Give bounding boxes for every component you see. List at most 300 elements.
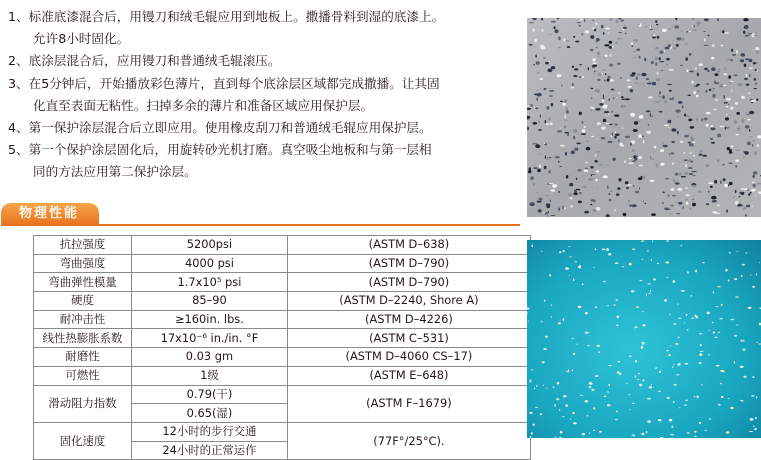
flake-speck <box>571 86 574 88</box>
flake-speck <box>677 131 679 135</box>
flake-speck <box>712 200 717 203</box>
flake-speck <box>588 345 590 346</box>
flake-speck <box>529 167 531 171</box>
property-label: 耐磨性 <box>34 348 132 367</box>
flake-speck <box>558 37 560 41</box>
flake-speck <box>588 67 589 70</box>
flake-speck <box>537 169 541 173</box>
flake-speck <box>598 73 602 76</box>
flake-speck <box>647 398 651 400</box>
table-row-cure-walk <box>34 422 531 441</box>
flake-speck <box>615 124 618 126</box>
property-standard: (ASTM C–531) <box>287 329 530 348</box>
flake-speck <box>733 74 737 76</box>
flake-speck <box>741 275 743 277</box>
flake-speck <box>573 75 577 77</box>
flake-speck <box>536 61 540 64</box>
flake-speck <box>666 277 668 278</box>
flake-speck <box>695 270 697 273</box>
property-standard: (ASTM D–2240, Shore A) <box>287 292 530 311</box>
flake-speck <box>547 157 549 160</box>
flake-speck <box>531 432 533 435</box>
flake-speck <box>558 208 560 211</box>
flake-speck <box>563 39 565 42</box>
flake-speck <box>639 187 640 189</box>
flake-speck <box>617 63 621 65</box>
property-value: 85–90 <box>132 292 288 311</box>
property-label: 抗拉强度 <box>34 236 132 255</box>
flake-speck <box>606 248 609 251</box>
flake-speck <box>681 176 686 177</box>
flake-speck <box>746 84 750 86</box>
flake-speck <box>689 207 691 210</box>
flake-speck <box>566 175 569 178</box>
flake-speck <box>734 335 737 337</box>
flake-speck <box>535 144 540 148</box>
table-row <box>34 329 531 348</box>
flake-speck <box>579 112 582 116</box>
flake-speck <box>590 204 592 206</box>
flake-speck <box>755 32 758 33</box>
flake-speck <box>682 106 684 109</box>
flake-speck <box>659 57 661 60</box>
flake-speck <box>537 90 539 91</box>
flake-speck <box>751 395 754 396</box>
flake-speck <box>544 300 546 302</box>
flake-speck <box>684 44 688 45</box>
flake-speck <box>675 173 678 176</box>
flake-speck <box>706 112 711 114</box>
flake-speck <box>692 203 696 207</box>
flake-speck <box>636 49 640 51</box>
flake-speck <box>537 201 542 203</box>
property-value: 5200psi <box>132 236 288 255</box>
flake-speck <box>669 99 674 100</box>
flake-speck <box>753 140 755 141</box>
flake-speck <box>552 184 557 188</box>
flake-speck <box>651 25 652 28</box>
flake-speck <box>649 386 653 388</box>
flake-speck <box>743 157 746 158</box>
flake-speck <box>602 73 603 75</box>
flake-speck <box>626 187 629 189</box>
flake-speck <box>677 188 682 191</box>
flake-speck <box>655 47 659 49</box>
flake-speck <box>603 105 607 107</box>
section-title-physical-properties: 物理性能 <box>1 203 99 225</box>
flake-speck <box>555 156 560 158</box>
table-row <box>34 348 531 367</box>
flake-speck <box>730 407 734 409</box>
flake-speck <box>746 205 750 207</box>
flake-speck <box>582 433 585 435</box>
flake-speck <box>596 47 597 48</box>
flake-speck <box>634 83 639 84</box>
flake-speck <box>605 115 606 116</box>
flake-speck <box>530 436 531 438</box>
flake-speck <box>596 139 598 140</box>
flake-speck <box>615 131 617 133</box>
flake-speck <box>577 22 581 23</box>
flake-speck <box>568 369 569 371</box>
flake-speck <box>618 361 621 362</box>
flake-speck <box>718 404 721 406</box>
flake-speck <box>655 62 657 66</box>
step-4-line-1: 4、第一保护涂层混合后立即应用。使用橡皮刮刀和普通绒毛辊应用保护层。 <box>8 117 523 139</box>
slip-resistance-standard: (ASTM F–1679) <box>287 385 530 422</box>
flake-speck <box>680 65 683 67</box>
installation-steps <box>8 6 523 184</box>
flake-speck <box>649 293 651 294</box>
flake-speck <box>720 126 725 127</box>
flake-speck <box>712 91 715 92</box>
flake-speck <box>728 184 729 186</box>
flake-speck <box>597 151 600 153</box>
flake-speck <box>659 371 661 373</box>
flake-speck <box>548 61 550 62</box>
flake-speck <box>576 189 581 191</box>
flake-speck <box>574 148 576 151</box>
flake-speck <box>543 385 544 386</box>
flake-speck <box>590 35 594 39</box>
flake-speck <box>642 176 645 179</box>
flake-speck <box>609 18 613 21</box>
flake-speck <box>691 295 693 296</box>
flake-speck <box>604 44 609 46</box>
flake-speck <box>538 121 540 124</box>
flake-speck <box>537 72 540 74</box>
flake-speck <box>581 33 583 35</box>
flake-speck <box>575 344 578 345</box>
flake-speck <box>744 25 748 28</box>
flake-speck <box>748 92 751 94</box>
flake-speck <box>590 166 594 169</box>
flake-speck <box>742 264 745 266</box>
property-standard: (ASTM D–4060 CS–17) <box>287 348 530 367</box>
flake-speck <box>757 342 758 343</box>
flake-speck <box>708 35 710 37</box>
flake-speck <box>605 165 609 166</box>
flake-speck <box>729 126 730 127</box>
flake-speck <box>609 199 612 201</box>
flake-speck <box>598 352 600 353</box>
flake-speck <box>529 412 532 414</box>
flake-speck <box>748 194 750 196</box>
flake-speck <box>529 44 533 46</box>
flake-speck <box>579 25 581 27</box>
flake-speck <box>734 278 737 280</box>
flake-speck <box>615 263 619 264</box>
property-value: 17x10⁻⁶ in./in. °F <box>132 329 288 348</box>
flake-speck <box>744 64 747 67</box>
flake-speck <box>542 361 545 363</box>
flake-speck <box>685 194 690 196</box>
flake-speck <box>567 133 569 136</box>
flake-speck <box>591 199 596 201</box>
flake-speck <box>648 124 649 126</box>
flake-speck <box>585 162 588 164</box>
flake-speck <box>606 123 610 124</box>
flake-speck <box>611 135 612 137</box>
flake-speck <box>538 129 542 131</box>
flake-speck <box>650 116 653 117</box>
flake-speck <box>599 103 603 106</box>
flake-speck <box>610 54 611 57</box>
flake-speck <box>538 198 542 201</box>
flake-speck <box>714 180 717 184</box>
flake-speck <box>571 151 575 155</box>
flake-speck <box>558 191 559 193</box>
flake-speck <box>748 307 752 309</box>
flake-speck <box>681 290 685 292</box>
step-2-line-1: 2、底涂层混合后，应用镘刀和普通绒毛辊滚压。 <box>8 50 523 72</box>
flake-speck <box>641 346 643 349</box>
flake-speck <box>578 266 581 268</box>
flake-speck <box>756 99 758 101</box>
flake-speck <box>728 104 729 105</box>
flake-speck <box>631 290 635 293</box>
flake-speck <box>621 195 622 197</box>
flake-speck <box>663 145 668 147</box>
flake-speck <box>723 85 726 86</box>
flake-speck <box>669 29 672 30</box>
flake-speck <box>688 167 693 169</box>
flake-speck <box>684 135 689 138</box>
flake-speck <box>558 161 560 163</box>
flake-speck <box>657 72 659 74</box>
flake-speck <box>668 44 671 47</box>
flake-speck <box>749 59 753 62</box>
flake-speck <box>687 432 690 433</box>
flake-speck <box>613 158 616 161</box>
flake-speck <box>557 74 562 77</box>
property-value: 1.7x10⁵ psi <box>132 273 288 292</box>
flake-speck <box>607 305 610 306</box>
flake-speck <box>639 165 644 167</box>
flake-speck <box>736 325 739 326</box>
flake-speck <box>560 145 565 147</box>
flake-speck <box>753 184 756 188</box>
flake-speck <box>696 95 699 98</box>
flake-speck <box>605 28 610 30</box>
flake-speck <box>713 88 715 90</box>
flake-speck <box>693 155 695 157</box>
flake-speck <box>582 186 587 188</box>
flake-speck <box>573 278 574 281</box>
flake-speck <box>645 203 647 204</box>
flake-speck <box>717 134 721 138</box>
flake-speck <box>549 34 553 35</box>
flake-speck <box>585 400 588 403</box>
flake-speck <box>652 240 653 242</box>
flake-speck <box>659 96 663 97</box>
flake-speck <box>536 93 541 97</box>
flake-speck <box>615 42 617 44</box>
flake-speck <box>594 73 596 74</box>
flake-speck <box>741 119 745 123</box>
flake-speck <box>551 21 556 23</box>
flake-speck <box>643 324 646 326</box>
flake-speck <box>687 159 692 162</box>
flake-speck <box>703 31 706 32</box>
flake-speck <box>685 363 689 365</box>
flake-speck <box>739 125 741 126</box>
flake-speck <box>559 251 561 253</box>
flake-speck <box>582 121 584 123</box>
flake-speck <box>585 30 589 33</box>
flake-speck <box>719 84 723 88</box>
flake-speck <box>625 33 626 35</box>
flake-speck <box>633 160 636 162</box>
flake-speck <box>743 340 744 342</box>
flake-speck <box>721 304 723 306</box>
flake-speck <box>640 176 642 179</box>
flake-speck <box>578 306 582 309</box>
flake-speck <box>704 430 707 431</box>
flake-speck <box>614 304 616 306</box>
flake-speck <box>595 179 598 181</box>
flake-speck <box>556 398 559 400</box>
flake-speck <box>550 215 555 216</box>
flake-speck <box>630 74 632 76</box>
flake-speck <box>603 176 608 179</box>
flake-speck <box>655 20 657 22</box>
flake-speck <box>541 251 542 252</box>
flake-speck <box>754 88 757 89</box>
flake-speck <box>543 57 546 60</box>
flake-speck <box>578 201 582 204</box>
flake-speck <box>741 340 743 342</box>
flake-speck <box>670 434 674 435</box>
flake-speck <box>569 275 570 276</box>
flake-speck <box>659 51 663 54</box>
flake-speck <box>584 19 585 22</box>
flake-speck <box>604 396 607 398</box>
flake-speck <box>636 165 638 167</box>
flake-speck <box>704 45 709 46</box>
flake-speck <box>672 366 673 367</box>
flake-speck <box>715 337 718 338</box>
flake-speck <box>622 127 623 129</box>
flake-speck <box>646 78 650 80</box>
flake-speck <box>547 69 552 73</box>
flake-speck <box>650 290 651 292</box>
flake-speck <box>662 29 667 32</box>
flake-speck <box>636 379 639 380</box>
flake-speck <box>597 187 598 188</box>
flake-speck <box>681 245 682 247</box>
flake-speck <box>663 95 665 99</box>
flake-speck <box>668 354 670 356</box>
property-value: 0.03 gm <box>132 348 288 367</box>
flake-speck <box>676 37 681 40</box>
flake-speck <box>590 107 594 109</box>
flake-speck <box>741 193 744 195</box>
flake-speck <box>608 365 611 366</box>
flake-speck <box>706 124 709 127</box>
flake-speck <box>628 162 633 164</box>
flake-speck <box>678 202 682 205</box>
flake-speck <box>676 44 679 47</box>
flake-speck <box>736 134 739 135</box>
flake-speck <box>737 206 740 207</box>
blue-flake-floor-sample <box>527 240 761 438</box>
flake-speck <box>629 158 632 159</box>
flake-speck <box>704 19 709 21</box>
flake-speck <box>535 55 536 58</box>
flake-speck <box>668 195 670 197</box>
flake-speck <box>557 130 562 132</box>
flake-speck <box>712 45 715 47</box>
flake-speck <box>714 80 715 83</box>
flake-speck <box>591 389 594 391</box>
flake-speck <box>736 112 740 115</box>
flake-speck <box>752 286 755 288</box>
flake-speck <box>668 127 669 128</box>
flake-speck <box>752 144 753 146</box>
flake-speck <box>614 114 619 116</box>
flake-speck <box>740 53 745 57</box>
flake-speck <box>570 419 571 420</box>
flake-speck <box>642 311 644 312</box>
flake-speck <box>572 412 574 414</box>
cure-speed-walk: 12小时的步行交通 <box>132 422 288 441</box>
flake-speck <box>561 85 562 87</box>
flake-speck <box>566 110 569 114</box>
flake-speck <box>585 332 589 334</box>
flake-speck <box>648 96 653 98</box>
flake-speck <box>560 431 563 434</box>
flake-speck <box>602 249 606 251</box>
flake-speck <box>646 431 647 433</box>
flake-speck <box>633 129 638 132</box>
flake-speck <box>746 74 747 77</box>
step-1-line-1: 1、标准底漆混合后，用镘刀和绒毛辊应用到地板上。撒播骨料到湿的底漆上。 <box>8 6 523 28</box>
flake-speck <box>657 263 659 264</box>
flake-speck <box>749 74 751 78</box>
flake-speck <box>692 199 694 201</box>
flake-speck <box>666 58 670 60</box>
flake-speck <box>734 361 735 363</box>
flake-speck <box>554 404 555 407</box>
flake-speck <box>651 384 652 385</box>
flake-speck <box>708 354 710 356</box>
flake-speck <box>745 35 749 37</box>
flake-speck <box>741 96 745 99</box>
flake-speck <box>651 213 656 216</box>
flake-speck <box>667 350 669 351</box>
flake-speck <box>582 283 584 285</box>
flake-speck <box>745 253 747 254</box>
flake-speck <box>546 106 549 110</box>
flake-speck <box>648 81 651 83</box>
property-value: ≥160in. lbs. <box>132 310 288 329</box>
flake-speck <box>549 183 553 184</box>
flake-speck <box>615 134 619 136</box>
flake-speck <box>591 88 594 89</box>
flake-speck <box>547 216 549 217</box>
flake-speck <box>593 64 598 66</box>
flake-speck <box>749 67 753 69</box>
flake-speck <box>711 142 715 144</box>
step-5-line-1: 5、第一个保护涂层固化后，用旋转砂光机打磨。真空吸尘地板和与第一层相 <box>8 139 523 161</box>
flake-speck <box>631 46 633 47</box>
flake-speck <box>534 387 536 389</box>
flake-speck <box>755 194 756 196</box>
flake-speck <box>740 366 744 368</box>
flake-speck <box>721 396 724 398</box>
flake-speck <box>611 111 613 112</box>
